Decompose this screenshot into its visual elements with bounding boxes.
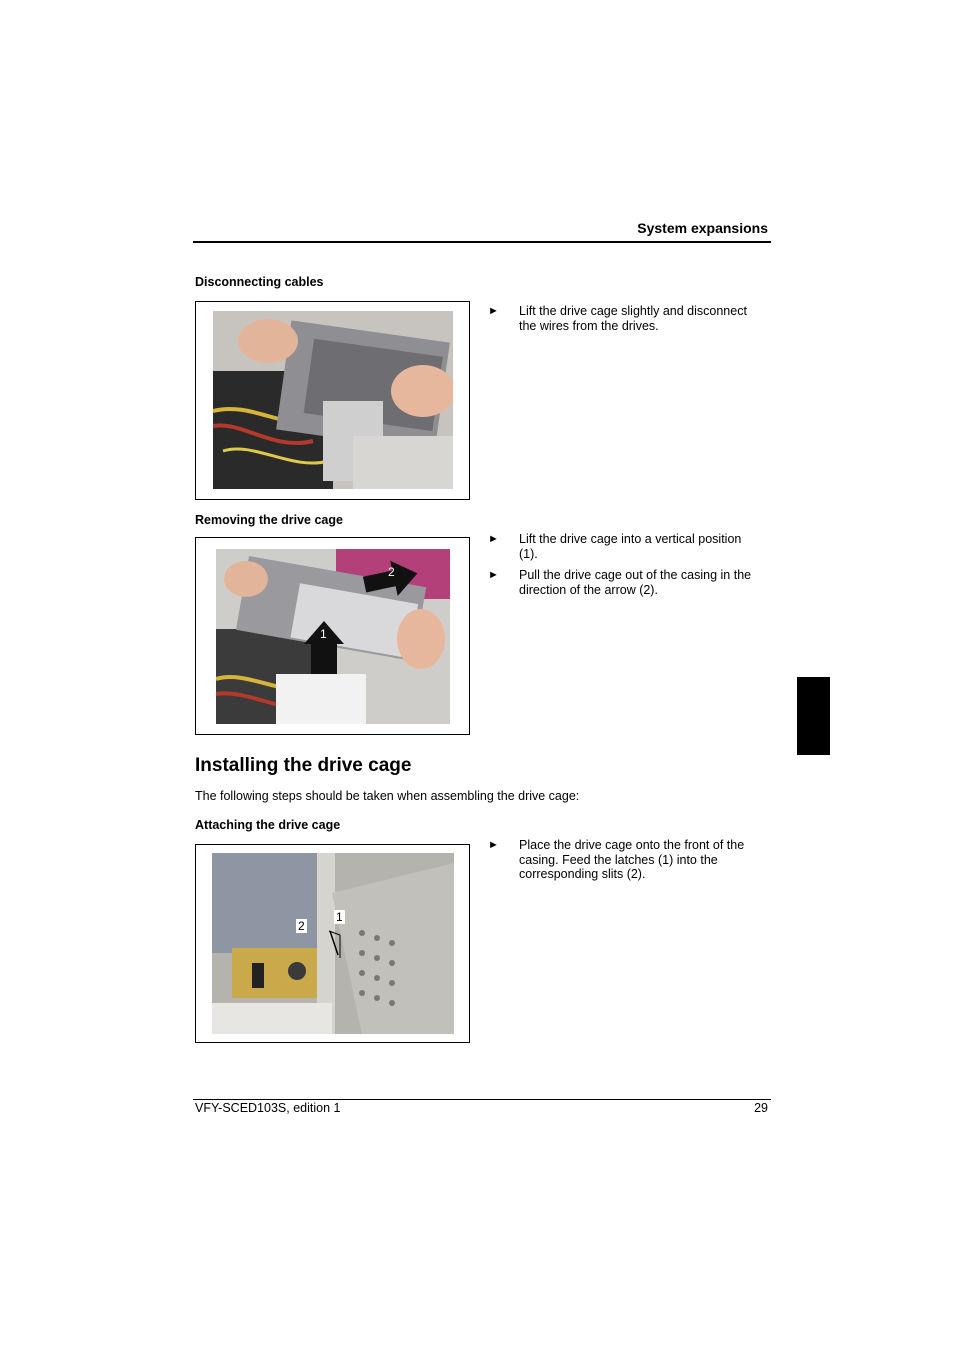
callout-1: 1 <box>320 627 327 641</box>
running-header: System expansions <box>637 220 768 236</box>
bullet-arrow-icon: ► <box>488 533 499 545</box>
footer-rule <box>193 1099 771 1100</box>
heading-disconnecting-cables: Disconnecting cables <box>195 275 324 289</box>
bullet-arrow-icon: ► <box>488 305 499 317</box>
figure-disconnecting-cables <box>195 301 470 500</box>
step-disconnect-1 <box>488 304 763 333</box>
intro-paragraph: The following steps should be taken when assembling the drive cage: <box>195 789 580 803</box>
photo-disconnecting-cables <box>213 311 453 489</box>
step-remove-1 <box>488 532 763 561</box>
callout-2: 2 <box>388 565 395 579</box>
bullet-arrow-icon: ► <box>488 839 499 851</box>
figure-removing-drive-cage <box>195 537 470 735</box>
heading-attaching-drive-cage: Attaching the drive cage <box>195 818 341 832</box>
step-remove-2 <box>488 568 763 597</box>
callout-1: 1 <box>336 910 343 924</box>
step-text: Lift the drive cage slightly and disconnect the wires from the drives. <box>519 304 747 333</box>
footer-doc-id: VFY-SCED103S, edition 1 <box>195 1101 341 1115</box>
header-rule <box>193 241 771 243</box>
step-attach-1 <box>488 838 763 882</box>
page-number: 29 <box>754 1101 768 1115</box>
figure-attaching-drive-cage <box>195 844 470 1043</box>
heading-removing-drive-cage: Removing the drive cage <box>195 513 343 527</box>
section-title-installing: Installing the drive cage <box>195 755 412 776</box>
step-text: Pull the drive cage out of the casing in the direction of the arrow (2). <box>519 568 752 597</box>
step-text: Lift the drive cage into a vertical position (1). <box>519 532 742 561</box>
bullet-arrow-icon: ► <box>488 569 499 581</box>
step-text: Place the drive cage onto the front of the casing. Feed the latches (1) into the corresponding slits (2). <box>519 838 745 881</box>
photo-removing-drive-cage <box>216 549 450 724</box>
photo-attaching-drive-cage <box>212 853 454 1034</box>
callout-2: 2 <box>298 919 305 933</box>
chapter-thumb-tab <box>797 677 830 755</box>
